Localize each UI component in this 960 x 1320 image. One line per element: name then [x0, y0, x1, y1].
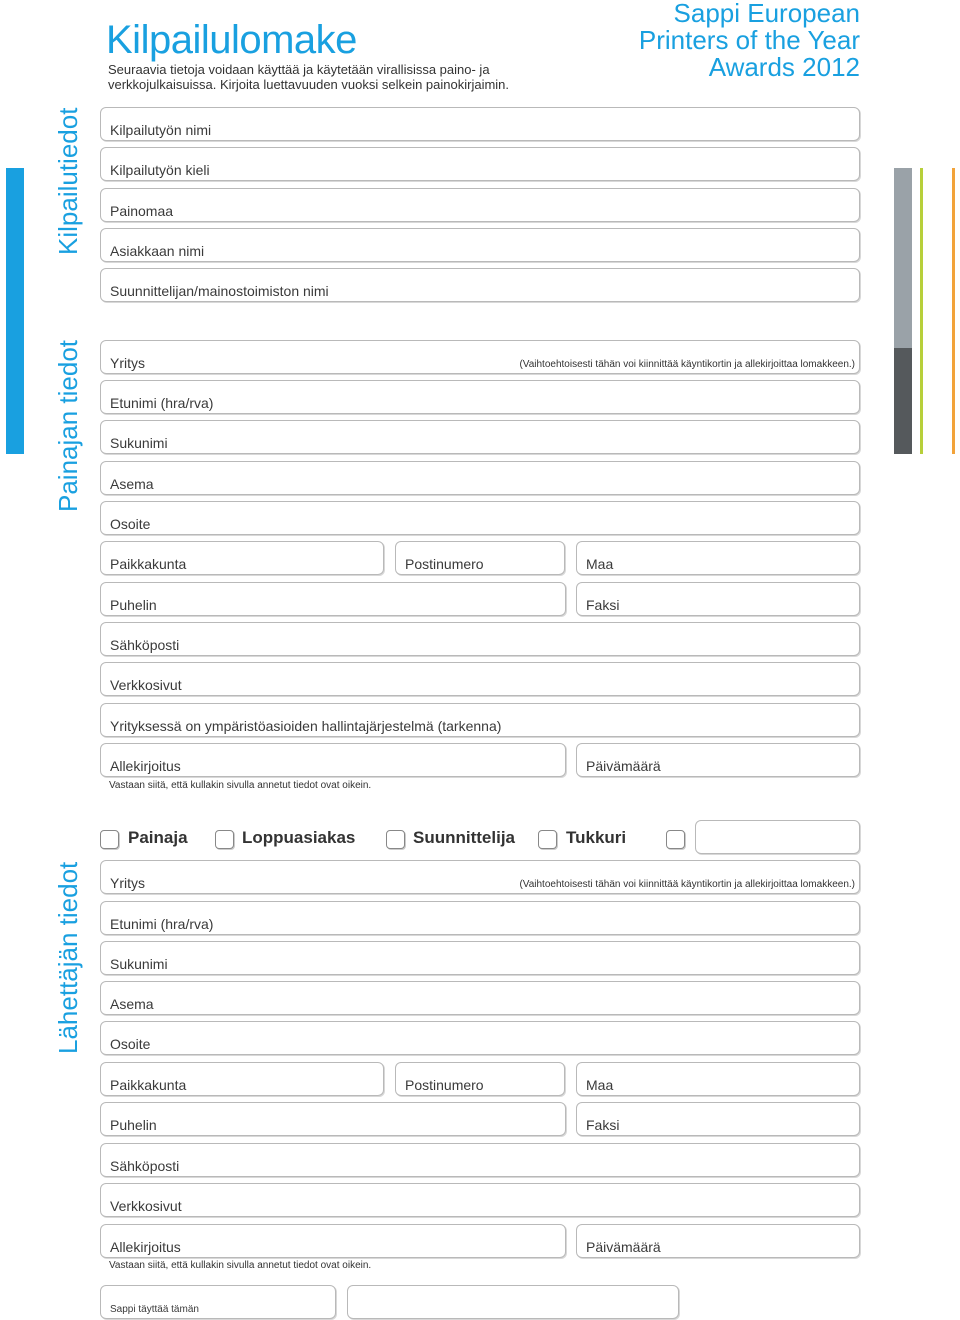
sender-email-field[interactable]	[100, 1143, 860, 1177]
printer-last-name-label: Sukunimi	[110, 435, 168, 451]
sender-email-label: Sähköposti	[110, 1158, 180, 1174]
sappi-use-field-2[interactable]	[347, 1285, 679, 1319]
printer-phone-field[interactable]	[100, 582, 566, 616]
printer-email-field[interactable]	[100, 622, 860, 656]
sender-signature-label: Allekirjoitus	[110, 1239, 181, 1255]
sender-position-label: Asema	[110, 996, 154, 1012]
sender-company-field[interactable]	[100, 860, 860, 894]
sappi-use-label: Sappi täyttää tämän	[110, 1304, 199, 1315]
brand-line-2: Printers of the Year	[638, 25, 860, 55]
printer-address-field[interactable]	[100, 501, 860, 535]
sender-position-field[interactable]	[100, 981, 860, 1015]
sender-responsibility-note: Vastaan siitä, että kullakin sivulla annetut tiedot ovat oikein.	[109, 1260, 372, 1271]
section-label-sender: Lähettäjän tiedot	[53, 861, 83, 1054]
sender-country-label: Maa	[586, 1077, 614, 1093]
sender-city-label: Paikkakunta	[110, 1077, 187, 1093]
sender-company-label: Yritys	[110, 875, 145, 891]
client-name-label: Asiakkaan nimi	[110, 243, 205, 259]
brand-line-1: Sappi European	[673, 0, 860, 28]
role-suunnittelija-checkbox[interactable]	[386, 830, 405, 849]
work-name-label: Kilpailutyön nimi	[110, 122, 212, 138]
printer-signature-label: Allekirjoitus	[110, 758, 181, 774]
printer-date-field[interactable]	[576, 743, 860, 777]
role-painaja-checkbox[interactable]	[100, 830, 119, 849]
printer-email-label: Sähköposti	[110, 637, 180, 653]
intro-line-2: verkkojulkaisuissa. Kirjoita luettavuuden vuoksi selkein painokirjaimin.	[108, 77, 510, 92]
role-loppuasiakas-label: Loppuasiakas	[242, 828, 356, 847]
printer-first-name-label: Etunimi (hra/rva)	[110, 395, 214, 411]
accent-bar-green	[920, 168, 923, 454]
printer-city-label: Paikkakunta	[110, 556, 187, 572]
sender-card-note: (Vaihtoehtoisesti tähän voi kiinnittää käyntikortin ja allekirjoittaa lomakkeen.)	[519, 879, 855, 890]
sender-last-name-field[interactable]	[100, 941, 860, 975]
printer-ems-field[interactable]	[100, 703, 860, 737]
printer-country-label: Maa	[586, 556, 614, 572]
printer-company-field[interactable]	[100, 340, 860, 374]
sender-postcode-field[interactable]	[395, 1062, 565, 1096]
printer-website-field[interactable]	[100, 662, 860, 696]
designer-agency-field[interactable]	[100, 268, 860, 302]
printer-position-label: Asema	[110, 476, 154, 492]
accent-bar-left	[6, 168, 24, 454]
role-other-checkbox[interactable]	[666, 830, 685, 849]
printer-country-field[interactable]	[576, 541, 860, 575]
role-loppuasiakas-checkbox[interactable]	[215, 830, 234, 849]
printer-signature-field[interactable]	[100, 743, 566, 777]
work-language-label: Kilpailutyön kieli	[110, 162, 210, 178]
printer-first-name-field[interactable]	[100, 380, 860, 414]
work-name-field[interactable]	[100, 107, 860, 141]
brand-block	[639, 0, 860, 81]
sender-postcode-label: Postinumero	[405, 1077, 484, 1093]
sender-phone-label: Puhelin	[110, 1117, 157, 1133]
printer-fax-field[interactable]	[576, 582, 860, 616]
accent-bar-orange	[952, 168, 955, 454]
sender-address-label: Osoite	[110, 1036, 151, 1052]
sender-last-name-label: Sukunimi	[110, 956, 168, 972]
sender-city-field[interactable]	[100, 1062, 384, 1096]
printer-address-label: Osoite	[110, 516, 151, 532]
printer-date-label: Päivämäärä	[586, 758, 661, 774]
printer-last-name-field[interactable]	[100, 420, 860, 454]
photo-strip-right	[894, 168, 912, 454]
print-house-field[interactable]	[100, 188, 860, 222]
sender-date-label: Päivämäärä	[586, 1239, 661, 1255]
printer-card-note: (Vaihtoehtoisesti tähän voi kiinnittää käyntikortin ja allekirjoittaa lomakkeen.)	[519, 359, 855, 370]
sender-date-field[interactable]	[576, 1224, 860, 1258]
sender-country-field[interactable]	[576, 1062, 860, 1096]
section-label-printer: Painajan tiedot	[53, 339, 83, 512]
brand-line-3: Awards 2012	[708, 52, 860, 82]
sender-first-name-field[interactable]	[100, 901, 860, 935]
form-intro	[108, 62, 548, 92]
printer-website-label: Verkkosivut	[110, 677, 182, 693]
printer-fax-label: Faksi	[586, 597, 620, 613]
sender-website-label: Verkkosivut	[110, 1198, 182, 1214]
role-painaja-label: Painaja	[128, 828, 188, 847]
printer-postcode-label: Postinumero	[405, 556, 484, 572]
sender-website-field[interactable]	[100, 1183, 860, 1217]
sender-signature-field[interactable]	[100, 1224, 566, 1258]
printer-phone-label: Puhelin	[110, 597, 157, 613]
printer-company-label: Yritys	[110, 355, 145, 371]
role-other-field[interactable]	[695, 820, 860, 854]
role-tukkuri-checkbox[interactable]	[538, 830, 557, 849]
intro-line-1: Seuraavia tietoja voidaan käyttää ja käytetään virallisissa paino- ja	[108, 62, 490, 77]
printer-postcode-field[interactable]	[395, 541, 565, 575]
printer-position-field[interactable]	[100, 461, 860, 495]
sender-first-name-label: Etunimi (hra/rva)	[110, 916, 214, 932]
sender-fax-field[interactable]	[576, 1102, 860, 1136]
role-tukkuri-label: Tukkuri	[566, 828, 627, 847]
printer-city-field[interactable]	[100, 541, 384, 575]
sappi-use-field[interactable]	[100, 1285, 336, 1319]
sender-fax-label: Faksi	[586, 1117, 620, 1133]
section-label-competition: Kilpailutiedot	[53, 107, 83, 255]
designer-agency-label: Suunnittelijan/mainostoimiston nimi	[110, 283, 329, 299]
role-suunnittelija-label: Suunnittelija	[413, 828, 515, 847]
printer-ems-label: Yrityksessä on ympäristöasioiden hallintajärjestelmä (tarkenna)	[110, 718, 502, 734]
client-name-field[interactable]	[100, 228, 860, 262]
printer-responsibility-note: Vastaan siitä, että kullakin sivulla annetut tiedot ovat oikein.	[109, 780, 372, 791]
print-house-label: Painomaa	[110, 203, 174, 219]
sender-phone-field[interactable]	[100, 1102, 566, 1136]
form-title: Kilpailulomake	[106, 18, 357, 62]
sender-address-field[interactable]	[100, 1021, 860, 1055]
work-language-field[interactable]	[100, 147, 860, 181]
